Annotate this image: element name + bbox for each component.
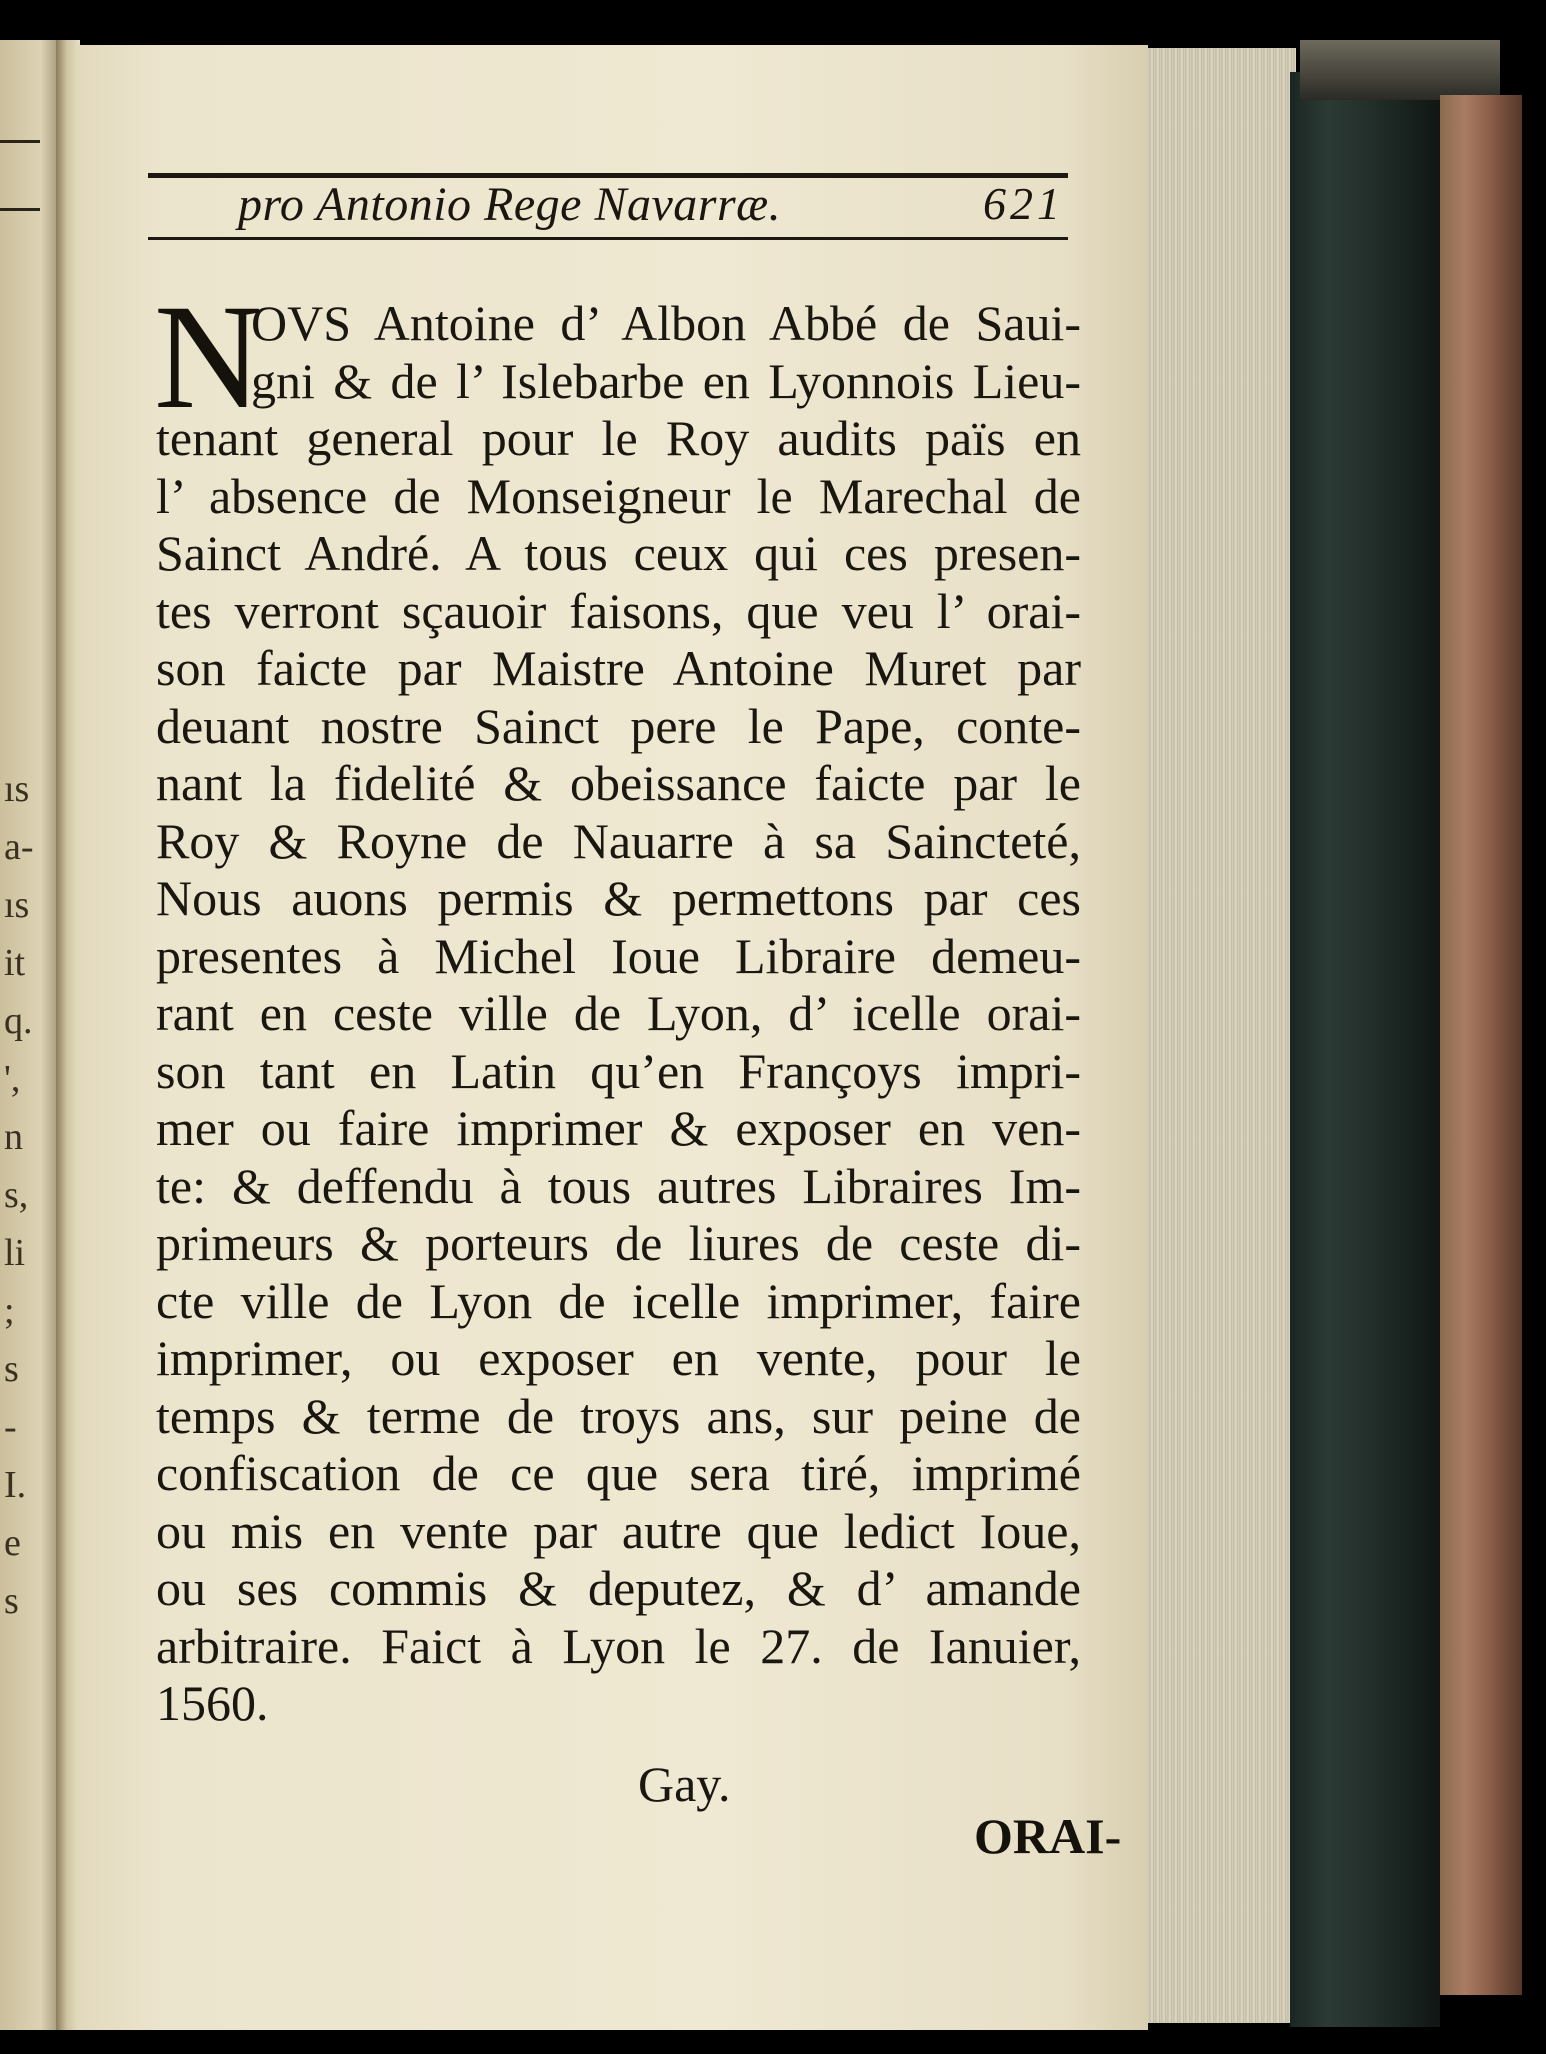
text-line: imprimer, ou exposer en vente, pour le [156,1330,1081,1386]
previous-page-fragment: ', [4,1058,21,1100]
text-line: Nous auons permis & permettons par ces [156,870,1081,926]
text-line: Sainct André. A tous ceux qui ces presen- [156,525,1081,581]
text-line: tenant general pour le Roy audits païs en [156,410,1081,466]
text-line: ou ses commis & deputez, & d’ amande [156,1560,1081,1616]
text-line: arbitraire. Faict à Lyon le 27. de Ianuier, [156,1617,1081,1674]
gutter [56,40,80,2030]
previous-page-fragment: li [4,1232,26,1274]
text-line: deuant nostre Sainct pere le Pape, conte- [156,697,1081,754]
previous-page-fragment: ıs [4,884,30,926]
text-line: confiscation de ce que sera tiré, imprimé [156,1445,1081,1501]
text-line: te: & deffendu à tous autres Libraires Im- [156,1157,1081,1214]
previous-page-rule [0,208,40,211]
signature: Gay. [638,1756,731,1812]
text-line: son faicte par Maistre Antoine Muret par [156,640,1081,696]
text-line: gni & de l’ Islebarbe en Lyonnois Lieu- [251,352,1081,409]
running-head: pro Antonio Rege Navarræ. [238,178,782,231]
binding-top [1300,40,1500,100]
previous-page-fragment: a- [4,826,34,868]
text-line: nant la fidelité & obeissance faicte par le [156,755,1081,811]
previous-page-fragment: I. [4,1464,27,1506]
previous-page-fragment: ; [4,1290,15,1332]
previous-page-fragment: s [4,1348,19,1390]
previous-page-fragment: s [4,1580,19,1622]
text-line: primeurs & porteurs de liures de ceste di- [156,1215,1081,1271]
text-line: cte ville de Lyon de icelle imprimer, faire [156,1272,1081,1329]
text-line: OVS Antoine d’ Albon Abbé de Saui- [251,295,1081,351]
text-line: son tant en Latin qu’en Françoys impri- [156,1042,1081,1099]
text-line: ou mis en vente par autre que ledict Ioue, [156,1502,1081,1559]
marbled-cover [1440,95,1522,1995]
previous-page-fragment: n [4,1116,23,1158]
body-text [154,274,1081,1733]
text-line: 1560. [156,1675,269,1731]
catchword: ORAI- [974,1808,1122,1864]
previous-page-rule [0,140,40,143]
drop-cap: N [154,274,263,440]
previous-page-fragment: it [4,942,26,984]
page-number: 621 [983,178,1064,229]
text-line: Roy & Royne de Nauarre à sa Saincteté, [156,812,1081,869]
text-line: tes verront sçauoir faisons, que veu l’ orai- [156,582,1081,639]
text-line: l’ absence de Monseigneur le Marechal de [156,467,1081,524]
previous-page-fragment: q. [4,1000,33,1042]
text-line: rant en ceste ville de Lyon, d’ icelle orai- [156,985,1081,1041]
previous-page-fragment: s, [4,1174,29,1216]
text-line: presentes à Michel Ioue Libraire demeu- [156,927,1081,984]
previous-page-edge [0,40,58,2030]
page-621 [78,45,1148,2030]
previous-page-fragment: ıs [4,768,30,810]
dyed-fore-edge [1290,72,1440,2027]
text-lines [154,274,1081,1733]
page-block-edge [1148,48,1296,2023]
text-line: mer ou faire imprimer & exposer en ven- [156,1100,1081,1156]
previous-page-fragment: - [4,1406,17,1448]
previous-page-fragment: e [4,1522,21,1564]
header-rule-bottom [148,237,1068,240]
text-line: temps & terme de troys ans, sur peine de [156,1387,1081,1444]
